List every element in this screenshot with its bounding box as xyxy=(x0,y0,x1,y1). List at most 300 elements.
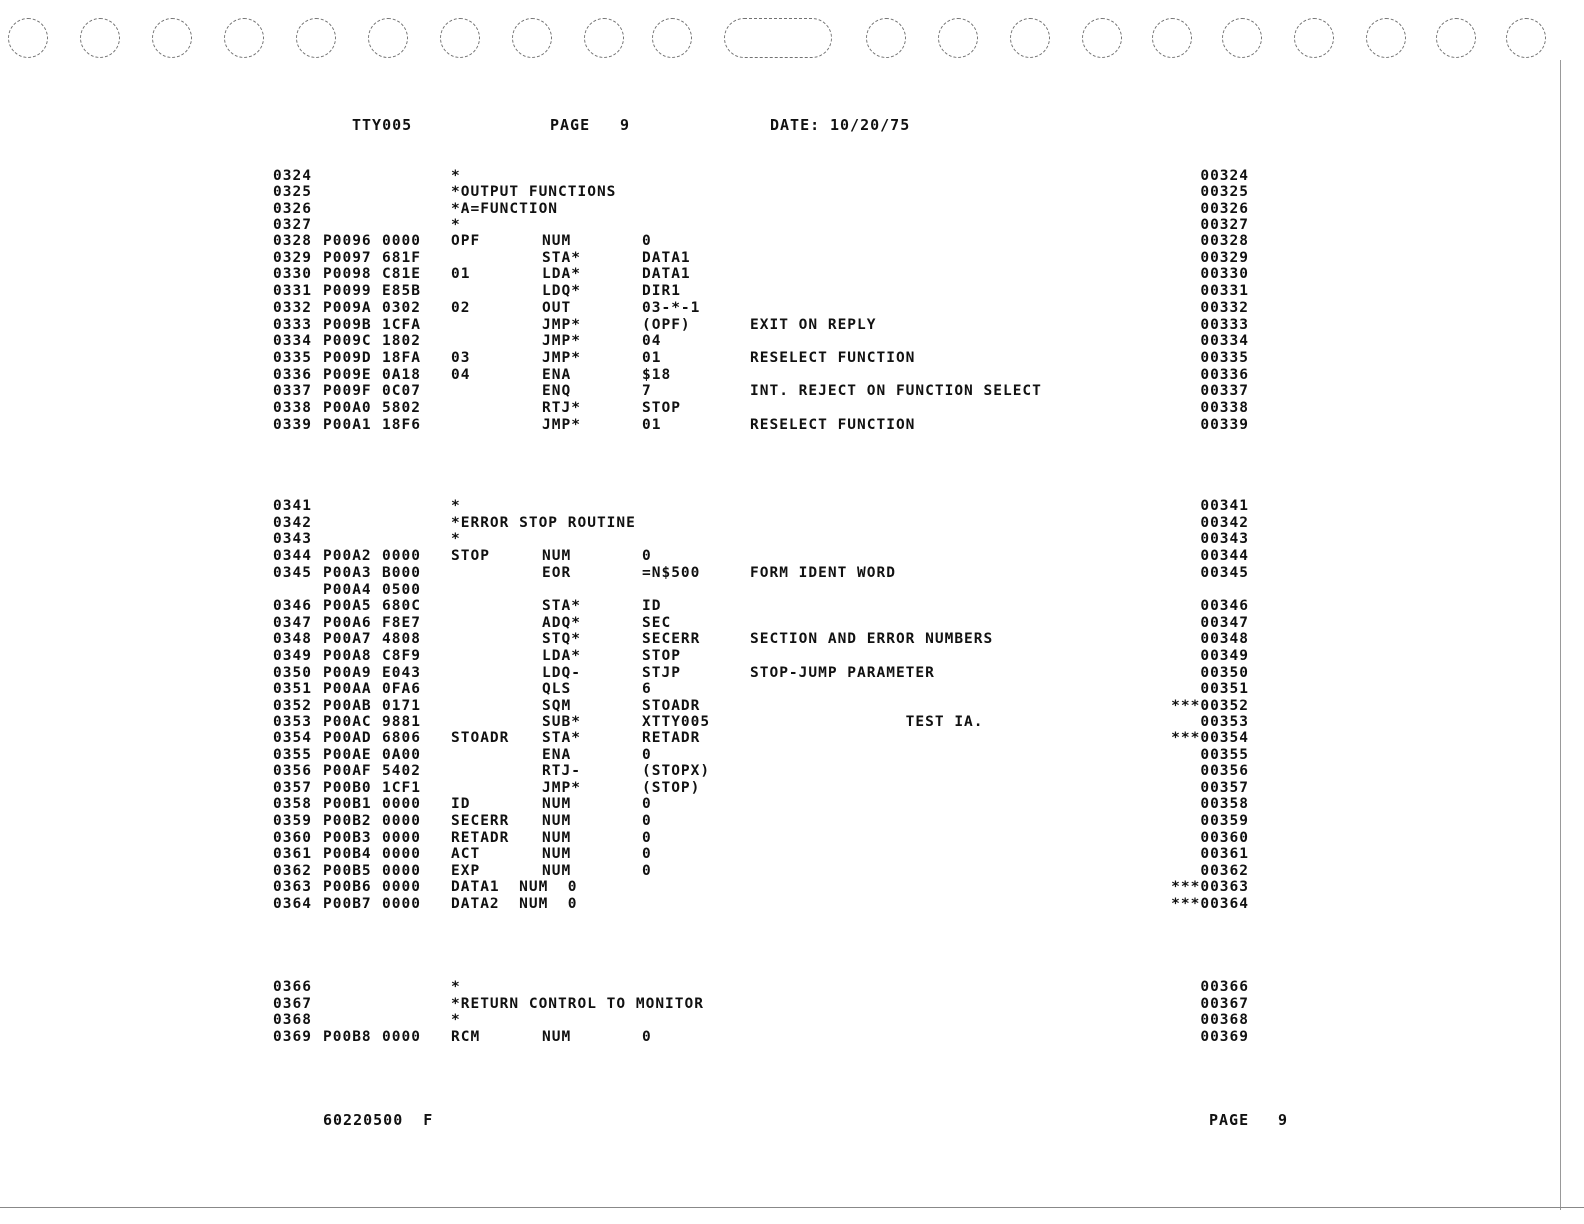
feed-hole xyxy=(80,18,120,58)
listing-code: 0A18 xyxy=(382,367,421,383)
listing-seq: 00324 xyxy=(1200,168,1249,184)
listing-line: 0355 xyxy=(273,747,312,763)
listing-seq: 00331 xyxy=(1200,283,1249,299)
feed-hole xyxy=(1010,18,1050,58)
listing-code: 5802 xyxy=(382,400,421,416)
listing-code: 0000 xyxy=(382,233,421,249)
feed-hole xyxy=(1152,18,1192,58)
listing-comment: RESELECT FUNCTION xyxy=(750,350,916,366)
listing-line: 0339 xyxy=(273,417,312,433)
listing-label: DATA2 NUM 0 xyxy=(451,896,578,912)
listing-code: 0000 xyxy=(382,896,421,912)
listing-seq: 00350 xyxy=(1200,665,1249,681)
listing-label: 03 xyxy=(451,350,471,366)
listing-line: 0360 xyxy=(273,830,312,846)
listing-line: 0330 xyxy=(273,266,312,282)
listing-line: 0361 xyxy=(273,846,312,862)
listing-code: C81E xyxy=(382,266,421,282)
listing-operand: STOADR xyxy=(642,698,701,714)
listing-addr: P009B xyxy=(323,317,372,333)
feed-hole xyxy=(584,18,624,58)
listing-row xyxy=(0,615,1584,632)
listing-operand: SEC xyxy=(642,615,672,631)
listing-line: 0334 xyxy=(273,333,312,349)
listing-row xyxy=(0,217,1584,234)
listing-line: 0343 xyxy=(273,531,312,547)
listing-line: 0337 xyxy=(273,383,312,399)
listing-addr: P00B8 xyxy=(323,1029,372,1045)
footer-page-number: 9 xyxy=(1278,1111,1289,1129)
feed-hole xyxy=(1436,18,1476,58)
listing-op: JMP* xyxy=(542,780,581,796)
listing-code: 0000 xyxy=(382,813,421,829)
listing-operand: ID xyxy=(642,598,662,614)
listing-addr: P00A4 xyxy=(323,582,372,598)
listing-op: JMP* xyxy=(542,317,581,333)
listing-op: JMP* xyxy=(542,350,581,366)
listing-addr: P00AB xyxy=(323,698,372,714)
listing-line: 0341 xyxy=(273,498,312,514)
listing-line: 0344 xyxy=(273,548,312,564)
listing-seq: 00368 xyxy=(1200,1012,1249,1028)
header-page-label: PAGE xyxy=(550,116,591,134)
listing-row xyxy=(0,631,1584,648)
listing-seq: 00342 xyxy=(1200,515,1249,531)
listing-line: 0362 xyxy=(273,863,312,879)
listing-row xyxy=(0,233,1584,250)
listing-addr: P00B1 xyxy=(323,796,372,812)
listing-seq: 00330 xyxy=(1200,266,1249,282)
listing-op: LDA* xyxy=(542,266,581,282)
listing-code: 18F6 xyxy=(382,417,421,433)
listing-op: NUM xyxy=(542,796,572,812)
listing-addr: P00A6 xyxy=(323,615,372,631)
listing-operand: 0 xyxy=(642,830,652,846)
listing-code: 0000 xyxy=(382,1029,421,1045)
listing-seq: 00327 xyxy=(1200,217,1249,233)
listing-line: 0357 xyxy=(273,780,312,796)
listing-addr: P00A0 xyxy=(323,400,372,416)
listing-code: 0000 xyxy=(382,846,421,862)
listing-addr: P00B2 xyxy=(323,813,372,829)
listing-code: B000 xyxy=(382,565,421,581)
listing-code: E043 xyxy=(382,665,421,681)
listing-comment: TEST IA. xyxy=(750,714,984,730)
listing-op: STA* xyxy=(542,250,581,266)
listing-operand: $18 xyxy=(642,367,672,383)
listing-operand: (STOPX) xyxy=(642,763,711,779)
listing-code: 6806 xyxy=(382,730,421,746)
listing-row xyxy=(0,863,1584,880)
listing-op: NUM xyxy=(542,830,572,846)
listing-op: ENA xyxy=(542,367,572,383)
listing-operand: STOP xyxy=(642,400,681,416)
feed-hole xyxy=(724,18,832,58)
listing-label: ACT xyxy=(451,846,481,862)
listing-operand: DATA1 xyxy=(642,266,691,282)
listing-addr: P0096 xyxy=(323,233,372,249)
listing-line: 0324 xyxy=(273,168,312,184)
listing-seq: ***00354 xyxy=(1171,730,1249,746)
listing-op: QLS xyxy=(542,681,572,697)
listing-seq: 00336 xyxy=(1200,367,1249,383)
listing-addr: P00B3 xyxy=(323,830,372,846)
listing-code: 0500 xyxy=(382,582,421,598)
listing-row xyxy=(0,1029,1584,1046)
listing-seq: 00361 xyxy=(1200,846,1249,862)
listing-seq: 00348 xyxy=(1200,631,1249,647)
feed-hole xyxy=(652,18,692,58)
listing-comment: EXIT ON REPLY xyxy=(750,317,877,333)
listing-line: 0359 xyxy=(273,813,312,829)
listing-row xyxy=(0,730,1584,747)
listing-line: 0364 xyxy=(273,896,312,912)
listing-row xyxy=(0,681,1584,698)
listing-seq: 00345 xyxy=(1200,565,1249,581)
listing-seq: 00357 xyxy=(1200,780,1249,796)
listing-label: 02 xyxy=(451,300,471,316)
listing-op: NUM xyxy=(542,1029,572,1045)
listing-seq: 00355 xyxy=(1200,747,1249,763)
listing-line: 0328 xyxy=(273,233,312,249)
listing-op: ENQ xyxy=(542,383,572,399)
listing-row xyxy=(0,383,1584,400)
listing-operand: =N$500 xyxy=(642,565,701,581)
listing-addr: P0097 xyxy=(323,250,372,266)
listing-code: 680C xyxy=(382,598,421,614)
listing-label: STOADR xyxy=(451,730,510,746)
listing-row xyxy=(0,350,1584,367)
listing-row xyxy=(0,648,1584,665)
listing-line: 0327 xyxy=(273,217,312,233)
listing-code: 18FA xyxy=(382,350,421,366)
listing-row xyxy=(0,531,1584,548)
tractor-feed-holes xyxy=(0,18,1584,62)
listing-code: C8F9 xyxy=(382,648,421,664)
listing-addr: P00A5 xyxy=(323,598,372,614)
listing-seq: 00353 xyxy=(1200,714,1249,730)
listing-row xyxy=(0,300,1584,317)
listing-seq: 00359 xyxy=(1200,813,1249,829)
listing-seq: 00328 xyxy=(1200,233,1249,249)
feed-hole xyxy=(1222,18,1262,58)
listing-addr: P00AA xyxy=(323,681,372,697)
listing-label: RETADR xyxy=(451,830,510,846)
listing-seq: 00356 xyxy=(1200,763,1249,779)
feed-hole xyxy=(224,18,264,58)
listing-addr: P0098 xyxy=(323,266,372,282)
listing-line: 0368 xyxy=(273,1012,312,1028)
listing-operand: XTTY005 xyxy=(642,714,711,730)
listing-operand: (STOP) xyxy=(642,780,701,796)
listing-operand: 0 xyxy=(642,233,652,249)
listing-row xyxy=(0,598,1584,615)
listing-addr: P009E xyxy=(323,367,372,383)
listing-code: 0171 xyxy=(382,698,421,714)
listing-op: LDQ* xyxy=(542,283,581,299)
listing-label: RCM xyxy=(451,1029,481,1045)
listing-label: * xyxy=(451,217,461,233)
listing-operand: 7 xyxy=(642,383,652,399)
listing-line: 0325 xyxy=(273,184,312,200)
listing-label: 01 xyxy=(451,266,471,282)
listing-addr: P00B6 xyxy=(323,879,372,895)
paper-bottom-edge xyxy=(0,1207,1584,1208)
listing-row xyxy=(0,417,1584,434)
listing-op: NUM xyxy=(542,863,572,879)
listing-operand: 0 xyxy=(642,813,652,829)
feed-hole xyxy=(1366,18,1406,58)
listing-seq: 00325 xyxy=(1200,184,1249,200)
listing-row xyxy=(0,498,1584,515)
listing-addr: P009D xyxy=(323,350,372,366)
listing-op: JMP* xyxy=(542,333,581,349)
listing-label: * xyxy=(451,979,461,995)
listing-seq: 00338 xyxy=(1200,400,1249,416)
listing-row xyxy=(0,283,1584,300)
listing-row xyxy=(0,168,1584,185)
feed-hole xyxy=(440,18,480,58)
listing-code: 0000 xyxy=(382,863,421,879)
listing-row xyxy=(0,582,1584,599)
listing-seq: 00334 xyxy=(1200,333,1249,349)
listing-line: 0369 xyxy=(273,1029,312,1045)
listing-row xyxy=(0,266,1584,283)
listing-row xyxy=(0,367,1584,384)
listing-label: * xyxy=(451,168,461,184)
listing-seq: 00369 xyxy=(1200,1029,1249,1045)
listing-line: 0331 xyxy=(273,283,312,299)
listing-op: LDA* xyxy=(542,648,581,664)
listing-row xyxy=(0,515,1584,532)
listing-seq: 00339 xyxy=(1200,417,1249,433)
listing-row xyxy=(0,796,1584,813)
listing-label: OPF xyxy=(451,233,481,249)
feed-hole xyxy=(938,18,978,58)
listing-line: 0326 xyxy=(273,201,312,217)
listing-code: 0FA6 xyxy=(382,681,421,697)
listing-row xyxy=(0,317,1584,334)
feed-hole xyxy=(866,18,906,58)
listing-line: 0350 xyxy=(273,665,312,681)
listing-operand: 0 xyxy=(642,548,652,564)
listing-label: DATA1 NUM 0 xyxy=(451,879,578,895)
listing-operand: 0 xyxy=(642,846,652,862)
listing-op: STQ* xyxy=(542,631,581,647)
feed-hole xyxy=(368,18,408,58)
listing-line: 0347 xyxy=(273,615,312,631)
listing-label: * xyxy=(451,531,461,547)
listing-line: 0363 xyxy=(273,879,312,895)
listing-operand: SECERR xyxy=(642,631,701,647)
listing-op: NUM xyxy=(542,233,572,249)
listing-code: F8E7 xyxy=(382,615,421,631)
listing-op: STA* xyxy=(542,598,581,614)
listing-comment: SECTION AND ERROR NUMBERS xyxy=(750,631,994,647)
listing-seq: ***00352 xyxy=(1171,698,1249,714)
listing-operand: STJP xyxy=(642,665,681,681)
listing-op: EOR xyxy=(542,565,572,581)
listing-label: STOP xyxy=(451,548,490,564)
listing-row xyxy=(0,747,1584,764)
document-number: 60220500 F xyxy=(323,1111,434,1129)
listing-op: NUM xyxy=(542,813,572,829)
listing-label: *ERROR STOP ROUTINE xyxy=(451,515,636,531)
header-page-number: 9 xyxy=(620,116,631,134)
listing-op: OUT xyxy=(542,300,572,316)
listing-seq: 00346 xyxy=(1200,598,1249,614)
listing-addr: P00A1 xyxy=(323,417,372,433)
listing-comment: STOP-JUMP PARAMETER xyxy=(750,665,935,681)
listing-addr: P00AE xyxy=(323,747,372,763)
listing-line: 0352 xyxy=(273,698,312,714)
listing-label: * xyxy=(451,1012,461,1028)
listing-seq: 00349 xyxy=(1200,648,1249,664)
listing-row xyxy=(0,996,1584,1013)
listing-op: STA* xyxy=(542,730,581,746)
listing-row xyxy=(0,813,1584,830)
header-date: 10/20/75 xyxy=(830,116,911,134)
listing-code: 1802 xyxy=(382,333,421,349)
listing-line: 0329 xyxy=(273,250,312,266)
listing-line: 0345 xyxy=(273,565,312,581)
listing-line: 0358 xyxy=(273,796,312,812)
listing-addr: P00AD xyxy=(323,730,372,746)
listing-seq: 00333 xyxy=(1200,317,1249,333)
listing-addr: P00B7 xyxy=(323,896,372,912)
listing-row xyxy=(0,1012,1584,1029)
listing-operand: 0 xyxy=(642,796,652,812)
listing-seq: 00335 xyxy=(1200,350,1249,366)
listing-comment: INT. REJECT ON FUNCTION SELECT xyxy=(750,383,1042,399)
listing-addr: P00A2 xyxy=(323,548,372,564)
footer-page-label: PAGE xyxy=(1209,1111,1250,1129)
feed-hole xyxy=(296,18,336,58)
listing-addr: P00A8 xyxy=(323,648,372,664)
listing-addr: P00B4 xyxy=(323,846,372,862)
program-name: TTY005 xyxy=(352,116,413,134)
listing-addr: P009C xyxy=(323,333,372,349)
listing-seq: 00326 xyxy=(1200,201,1249,217)
listing-line: 0333 xyxy=(273,317,312,333)
listing-addr: P00AC xyxy=(323,714,372,730)
listing-code: 0000 xyxy=(382,796,421,812)
listing-seq: 00351 xyxy=(1200,681,1249,697)
listing-row xyxy=(0,714,1584,731)
listing-op: JMP* xyxy=(542,417,581,433)
listing-operand: 0 xyxy=(642,747,652,763)
listing-addr: P00B0 xyxy=(323,780,372,796)
listing-row xyxy=(0,250,1584,267)
listing-label: 04 xyxy=(451,367,471,383)
listing-seq: ***00364 xyxy=(1171,896,1249,912)
listing-line: 0346 xyxy=(273,598,312,614)
listing-code: 0A00 xyxy=(382,747,421,763)
listing-op: ADQ* xyxy=(542,615,581,631)
listing-label: *OUTPUT FUNCTIONS xyxy=(451,184,617,200)
feed-hole xyxy=(1294,18,1334,58)
listing-code: 0000 xyxy=(382,548,421,564)
listing-line: 0353 xyxy=(273,714,312,730)
listing-code: E85B xyxy=(382,283,421,299)
listing-line: 0366 xyxy=(273,979,312,995)
listing-op: RTJ* xyxy=(542,400,581,416)
listing-operand: 03-*-1 xyxy=(642,300,701,316)
listing-line: 0354 xyxy=(273,730,312,746)
feed-hole xyxy=(8,18,48,58)
listing-operand: 01 xyxy=(642,350,662,366)
listing-seq: 00347 xyxy=(1200,615,1249,631)
listing-code: 1CF1 xyxy=(382,780,421,796)
listing-addr: P00B5 xyxy=(323,863,372,879)
listing-row xyxy=(0,979,1584,996)
listing-operand: (OPF) xyxy=(642,317,691,333)
listing-line: 0367 xyxy=(273,996,312,1012)
listing-comment: RESELECT FUNCTION xyxy=(750,417,916,433)
listing-code: 681F xyxy=(382,250,421,266)
listing-operand: 6 xyxy=(642,681,652,697)
listing-seq: ***00363 xyxy=(1171,879,1249,895)
listing-seq: 00337 xyxy=(1200,383,1249,399)
listing-code: 0302 xyxy=(382,300,421,316)
listing-label: EXP xyxy=(451,863,481,879)
listing-op: NUM xyxy=(542,548,572,564)
listing-op: SUB* xyxy=(542,714,581,730)
listing-line: 0338 xyxy=(273,400,312,416)
listing-op: SQM xyxy=(542,698,572,714)
listing-op: LDQ- xyxy=(542,665,581,681)
listing-addr: P00AF xyxy=(323,763,372,779)
listing-line: 0348 xyxy=(273,631,312,647)
listing-row xyxy=(0,780,1584,797)
listing-code: 5402 xyxy=(382,763,421,779)
listing-addr: P00A3 xyxy=(323,565,372,581)
listing-row xyxy=(0,879,1584,896)
feed-hole xyxy=(1082,18,1122,58)
listing-row xyxy=(0,184,1584,201)
header-date-label: DATE: xyxy=(770,116,821,134)
listing-line: 0351 xyxy=(273,681,312,697)
listing-label: ID xyxy=(451,796,471,812)
listing-row xyxy=(0,333,1584,350)
listing-row xyxy=(0,763,1584,780)
listing-line: 0356 xyxy=(273,763,312,779)
listing-op: RTJ- xyxy=(542,763,581,779)
listing-addr: P00A7 xyxy=(323,631,372,647)
listing-addr: P0099 xyxy=(323,283,372,299)
listing-op: NUM xyxy=(542,846,572,862)
listing-op: ENA xyxy=(542,747,572,763)
listing-label: SECERR xyxy=(451,813,510,829)
listing-operand: 0 xyxy=(642,863,652,879)
listing-seq: 00367 xyxy=(1200,996,1249,1012)
listing-operand: DIR1 xyxy=(642,283,681,299)
listing-code: 0C07 xyxy=(382,383,421,399)
listing-seq: 00366 xyxy=(1200,979,1249,995)
feed-hole xyxy=(152,18,192,58)
listing-row xyxy=(0,565,1584,582)
listing-code: 1CFA xyxy=(382,317,421,333)
listing-row xyxy=(0,896,1584,913)
listing-row xyxy=(0,846,1584,863)
listing-operand: 0 xyxy=(642,1029,652,1045)
listing-line: 0332 xyxy=(273,300,312,316)
listing-seq: 00341 xyxy=(1200,498,1249,514)
listing-row xyxy=(0,400,1584,417)
listing-code: 0000 xyxy=(382,879,421,895)
listing-operand: STOP xyxy=(642,648,681,664)
listing-comment: FORM IDENT WORD xyxy=(750,565,896,581)
